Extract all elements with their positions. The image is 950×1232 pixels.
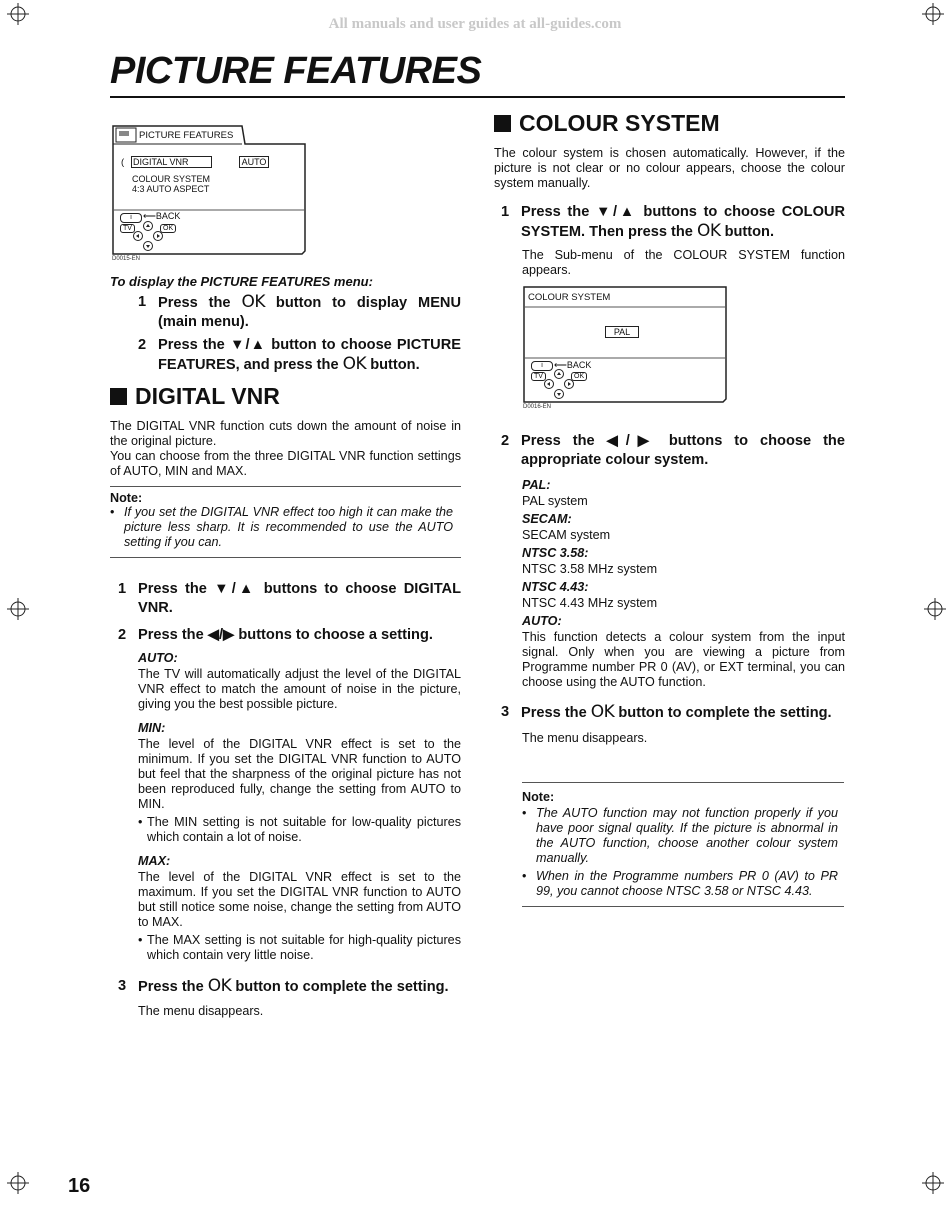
option-auto-label: AUTO:	[522, 614, 562, 628]
colour-system-intro: The colour system is chosen automatically. However, if the picture is not clear or no colour appears, choose the colour system manually.	[494, 146, 845, 190]
option-secam-text: SECAM system	[522, 528, 611, 542]
option-auto-text: This function detects a colour system from the input signal. Only when you are viewing a picture from Programme number PR 0 (AV), or EXT terminal, you can choose using the AUTO function.	[522, 630, 845, 689]
ok-glyph: OK	[241, 292, 265, 312]
vnr-step-3-sub: The menu disappears.	[138, 1004, 264, 1018]
colour-step-1-sub: The Sub-menu of the COLOUR SYSTEM function appears.	[522, 248, 845, 277]
colour-figure-title: COLOUR SYSTEM	[528, 292, 611, 303]
colour-step-3: 3 Press the OK button to complete the setting.	[501, 702, 832, 722]
option-ntsc358-label: NTSC 3.58:	[522, 546, 589, 560]
vnr-min-bullet: • The MIN setting is not suitable for low-quality pictures which contain a lot of noise.	[138, 815, 461, 844]
dpad-icon	[543, 369, 575, 399]
option-ntsc443-text: NTSC 4.43 MHz system	[522, 596, 658, 610]
vnr-step-2: 2 Press the ◀/▶ buttons to choose a setting.	[118, 627, 433, 643]
ok-glyph: OK	[696, 221, 721, 241]
page-number: 16	[68, 1175, 91, 1197]
menu-item-43-auto-aspect: 4:3 AUTO ASPECT	[132, 184, 210, 194]
option-secam-label: SECAM:	[522, 512, 572, 526]
registration-mark	[924, 598, 946, 620]
menu-button-icon: i	[120, 213, 142, 223]
menu-item-digital-vnr: DIGITAL VNR	[131, 156, 212, 168]
menu-back-label: ⟵BACK	[143, 211, 181, 221]
vnr-max-bullet: • The MAX setting is not suitable for high-quality pictures which contain very little noise.	[138, 933, 461, 962]
display-step-2: 2 Press the ▼/▲ button to choose PICTURE FEATURES, and press the OK button.	[138, 337, 461, 374]
colour-figure-ok: OK	[571, 372, 587, 381]
colour-figure-button-icon: i	[531, 361, 553, 371]
down-up-glyph: ▼/▲	[229, 337, 267, 353]
digital-vnr-note: Note: • If you set the DIGITAL VNR effect too high it can make the picture less sharp. It is recommended to use the AUTO setting if you can.	[110, 486, 461, 558]
menu-figure-code: D0015-EN	[112, 256, 141, 262]
registration-mark	[7, 598, 29, 620]
option-ntsc443-label: NTSC 4.43:	[522, 580, 589, 594]
menu-item-colour-system: COLOUR SYSTEM	[132, 174, 211, 184]
colour-figure-tv: TV	[531, 372, 546, 381]
display-menu-heading: To display the PICTURE FEATURES menu:	[110, 274, 373, 289]
down-up-glyph: ▼/▲	[214, 581, 257, 597]
menu-tv-label: TV	[120, 224, 135, 233]
vnr-auto-text: The TV will automatically adjust the level of the DIGITAL VNR effect to match the amount of noise in the picture, giving you the best possible picture.	[138, 667, 461, 711]
menu-ok-label: OK	[160, 224, 176, 233]
vnr-auto-label: AUTO:	[138, 651, 178, 665]
colour-system-heading: COLOUR SYSTEM	[494, 110, 845, 137]
colour-options	[522, 478, 845, 690]
page-title: PICTURE FEATURES	[110, 50, 482, 92]
left-right-glyph: ◀/▶	[207, 627, 235, 643]
colour-system-note: Note: • The AUTO function may not function properly if you have poor signal quality. If the picture is abnormal in the AUTO function, choose another colour system manually. • When in the Programme numbers PR 0 (AV) to PR 99, you cannot choose NTSC 3.58 or NTSC 4.43.	[522, 782, 844, 907]
colour-step-2: 2 Press the ◀/▶ buttons to choose the appropriate colour system.	[501, 433, 845, 468]
menu-cursor-icon: (	[121, 157, 125, 168]
colour-step-3-sub: The menu disappears.	[522, 731, 648, 745]
vnr-max-text: The level of the DIGITAL VNR effect is set to the maximum. If you set the DIGITAL VNR function to AUTO but still notice some noise, change the setting from AUTO to MAX.	[138, 870, 461, 929]
option-pal-label: PAL:	[522, 478, 551, 492]
vnr-step-3: 3 Press the OK button to complete the setting.	[118, 976, 449, 996]
heading-square-icon	[494, 115, 511, 132]
watermark: All manuals and user guides at all-guides.com	[328, 16, 622, 32]
ok-glyph: OK	[342, 354, 367, 374]
title-rule	[110, 96, 845, 98]
colour-figure-back: ⟵BACK	[554, 360, 592, 370]
menu-tab-label: PICTURE FEATURES	[139, 130, 234, 141]
vnr-step-1: 1 Press the ▼/▲ buttons to choose DIGITAL VNR.	[118, 581, 462, 616]
digital-vnr-intro: The DIGITAL VNR function cuts down the amount of noise in the original picture. You can choose from the three DIGITAL VNR function settings of AUTO, MIN and MAX.	[110, 419, 461, 478]
heading-square-icon	[110, 388, 127, 405]
colour-figure-code: D0016-EN	[523, 404, 552, 410]
colour-system-figure	[523, 286, 728, 416]
vnr-min-text: The level of the DIGITAL VNR effect is set to the minimum. If you set the DIGITAL VNR function to AUTO but feel that the sharpness of the original picture has not been reproduced fully, change the setting from AUTO to MIN.	[138, 737, 461, 811]
colour-step-1: 1 Press the ▼/▲ buttons to choose COLOUR SYSTEM. Then press the OK button.	[501, 204, 845, 241]
option-pal-text: PAL system	[522, 494, 588, 508]
vnr-max-label: MAX:	[138, 854, 171, 868]
ok-glyph: OK	[207, 976, 232, 996]
digital-vnr-heading: DIGITAL VNR	[110, 383, 461, 410]
option-ntsc358-text: NTSC 3.58 MHz system	[522, 562, 658, 576]
registration-mark	[922, 1172, 944, 1194]
down-up-glyph: ▼/▲	[595, 204, 637, 220]
menu-figure	[112, 123, 307, 263]
colour-figure-value: PAL	[605, 326, 639, 338]
menu-value-auto: AUTO	[239, 156, 269, 168]
menu-back-text: BACK	[155, 211, 181, 221]
registration-mark	[7, 1172, 29, 1194]
display-step-1: 1 Press the OK button to display MENU (main menu).	[138, 292, 462, 330]
dpad-icon	[132, 221, 164, 251]
vnr-min-label: MIN:	[138, 721, 166, 735]
left-right-glyph: ◀/▶	[606, 433, 657, 449]
ok-glyph: OK	[590, 702, 615, 722]
